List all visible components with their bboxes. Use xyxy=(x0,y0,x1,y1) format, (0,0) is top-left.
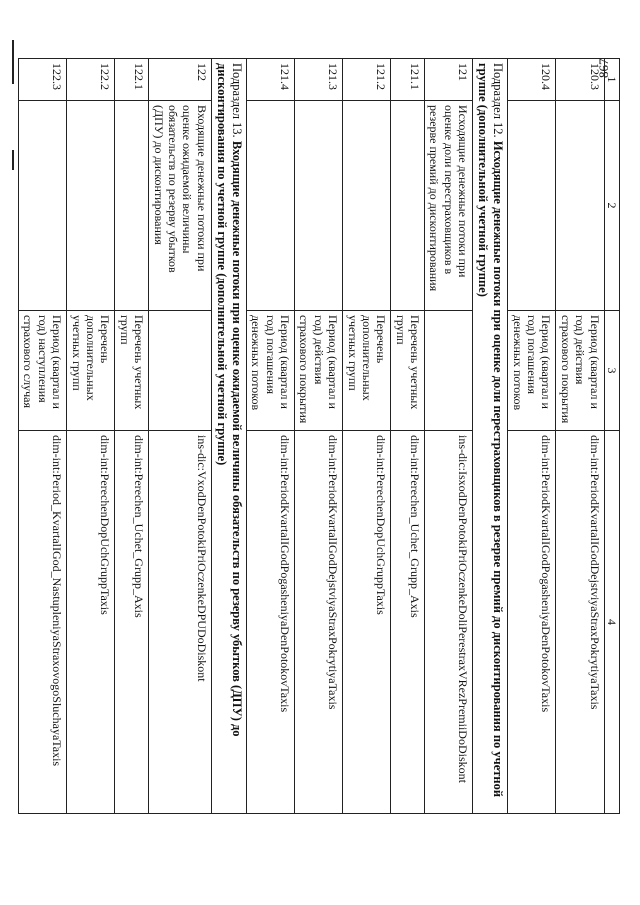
row-code-cell: 122.2 xyxy=(67,59,115,101)
row-code-cell: 121.4 xyxy=(246,59,294,101)
taxonomy-element-cell: dim-int:PeriodKvartalIGodDejstviyaStraxPokrytiyaTaxis xyxy=(556,431,604,814)
row-code-cell: 121.2 xyxy=(343,59,391,101)
column-header: 1 xyxy=(604,59,619,101)
row-code-cell: 122.3 xyxy=(19,59,67,101)
row-code-cell: 121.3 xyxy=(294,59,342,101)
table-row xyxy=(67,59,115,814)
dimension-name-cell: Период (квартал и год) погашения денежных потоков xyxy=(508,311,556,431)
indicator-name-cell xyxy=(556,101,604,311)
indicator-name-cell xyxy=(508,101,556,311)
taxonomy-element-cell: dim-int:Perechen_Uchet_Grupp_Axis xyxy=(115,431,149,814)
table-row xyxy=(19,59,67,814)
taxonomy-element-cell: dim-int:PerechenDopUchGruppTaxis xyxy=(67,431,115,814)
section-title xyxy=(211,59,246,814)
section-heading: Исходящие денежные потоки при оценке доли перестраховщиков в резерве премий до дисконтирования по учетной группе (дополнительной учетной группе) xyxy=(476,63,506,798)
indicator-name-cell: Исходящие денежные потоки при оценке доли перестраховщиков в резерве премий до дисконтирования xyxy=(425,101,473,311)
section-prefix: Подраздел 13. xyxy=(229,63,244,141)
table-row xyxy=(391,59,425,814)
table-row xyxy=(294,59,342,814)
taxonomy-element-cell: dim-int:Perechen_Uchet_Grupp_Axis xyxy=(391,431,425,814)
taxonomy-element-cell: dim-int:PeriodKvartalIGodPogasheniyaDenPotokovTaxis xyxy=(508,431,556,814)
row-code-cell: 121 xyxy=(425,59,473,101)
taxonomy-element-cell: ins-dic:VxodDenPotokiPriOczenkeDPUDoDiskont xyxy=(149,431,212,814)
row-code-cell: 122.1 xyxy=(115,59,149,101)
indicator-name-cell xyxy=(115,101,149,311)
table-row xyxy=(149,59,212,814)
dimension-name-cell: Перечень учетных групп xyxy=(391,311,425,431)
section-prefix: Подраздел 12. xyxy=(491,63,506,141)
row-code-cell: 120.3 xyxy=(556,59,604,101)
taxonomy-element-cell: dim-int:PeriodKvartalIGodDejstviyaStraxPokrytiyaTaxis xyxy=(294,431,342,814)
indicator-name-cell xyxy=(391,101,425,311)
column-header: 4 xyxy=(604,431,619,814)
section-row xyxy=(473,59,508,814)
taxonomy-element-cell: dim-int:Period_KvartalIGod_NastupleniyaStraxovogoSluchayaTaxis xyxy=(19,431,67,814)
row-code-cell: 122 xyxy=(149,59,212,101)
indicator-name-cell xyxy=(19,101,67,311)
table-header-row xyxy=(604,59,619,814)
section-heading: Входящие денежные потоки при оценке ожидаемой величины обязательств по резерву убытков (ДПУ) до дисконтирования по учетной группе (дополнительной учетной группе) xyxy=(214,63,244,737)
dimension-name-cell: Период (квартал и год) действия страхового покрытия xyxy=(556,311,604,431)
dimension-name-cell: Перечень дополнительных учетных групп xyxy=(343,311,391,431)
dimension-name-cell xyxy=(425,311,473,431)
row-code-cell: 120.4 xyxy=(508,59,556,101)
indicator-name-cell xyxy=(246,101,294,311)
table-row xyxy=(425,59,473,814)
dimension-name-cell: Период (квартал и год) погашения денежных потоков xyxy=(246,311,294,431)
scan-edge-mark xyxy=(12,150,14,170)
table-row xyxy=(115,59,149,814)
row-code-cell: 121.1 xyxy=(391,59,425,101)
section-title xyxy=(473,59,508,814)
dimension-name-cell xyxy=(149,311,212,431)
table-row xyxy=(508,59,556,814)
dimension-name-cell: Перечень дополнительных учетных групп xyxy=(67,311,115,431)
section-row xyxy=(211,59,246,814)
dimension-name-cell: Перечень учетных групп xyxy=(115,311,149,431)
dimension-name-cell: Период (квартал и год) наступления страхового случая xyxy=(19,311,67,431)
table-row xyxy=(556,59,604,814)
document-table-container xyxy=(21,58,620,813)
taxonomy-element-cell: ins-dic:IsxodDenPotokiPriOczenkeDoliPerestraxVRezPremiiDoDiskont xyxy=(425,431,473,814)
indicator-name-cell xyxy=(67,101,115,311)
taxonomy-element-cell: dim-int:PerechenDopUchGruppTaxis xyxy=(343,431,391,814)
dimension-name-cell: Период (квартал и год) действия страхового покрытия xyxy=(294,311,342,431)
table-row xyxy=(343,59,391,814)
document-table xyxy=(18,58,620,814)
column-header: 2 xyxy=(604,101,619,311)
indicator-name-cell: Входящие денежные потоки при оценке ожидаемой величины обязательств по резерву убытков (ДПУ) до дисконтирования xyxy=(149,101,212,311)
table-row xyxy=(246,59,294,814)
column-header: 3 xyxy=(604,311,619,431)
scan-edge-mark xyxy=(12,40,14,84)
indicator-name-cell xyxy=(294,101,342,311)
taxonomy-element-cell: dim-int:PeriodKvartalIGodPogasheniyaDenPotokovTaxis xyxy=(246,431,294,814)
indicator-name-cell xyxy=(343,101,391,311)
page-number: 867 xyxy=(596,58,611,78)
